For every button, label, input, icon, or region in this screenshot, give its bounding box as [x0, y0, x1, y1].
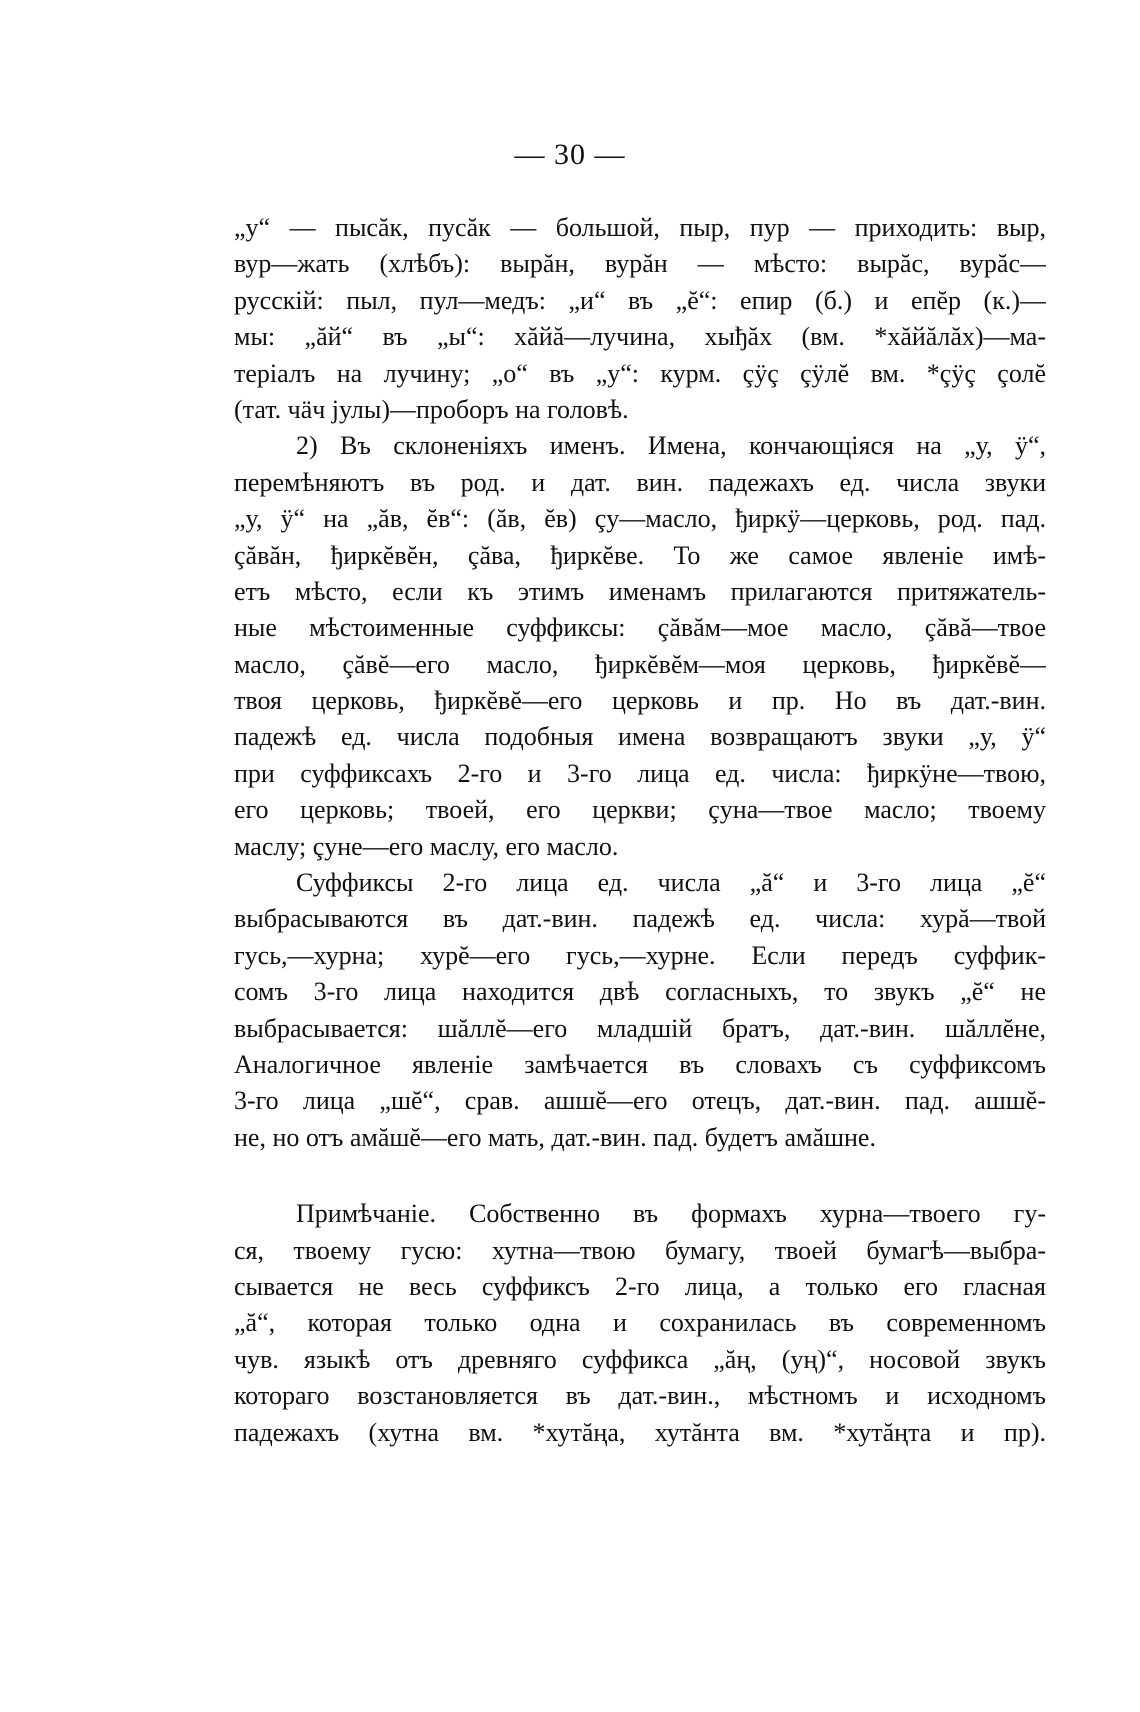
- paragraph-1: [234, 210, 1046, 428]
- text-line: вур—жать (хлѣбъ): вырăн, вурăн — мѣсто: вырăс, вурăс—: [234, 249, 1046, 279]
- text-line: Примѣчаніе. Собственно въ формахъ хурна—твоего гу-: [296, 1199, 1046, 1229]
- text-line: (тат. чäч jулы)—проборъ на головѣ.: [234, 394, 629, 424]
- text-line: сомъ 3-го лица находится двѣ согласныхъ, то звукъ „ĕ“ не: [234, 977, 1046, 1007]
- text-line: чув. языкѣ отъ древняго суффикса „ăң, (уң)“, носовой звукъ: [234, 1344, 1046, 1374]
- text-line: твоя церковь, ђиркĕвĕ—его церковь и пр. Но въ дат.-вин.: [234, 686, 1046, 716]
- text-line: сывается не весь суффиксъ 2-го лица, а только его гласная: [234, 1271, 1046, 1301]
- main-text: [234, 210, 1046, 1451]
- text-line: 2) Въ склоненіяхъ именъ. Имена, кончающіяся на „у, ÿ“,: [296, 431, 1046, 461]
- text-line: теріалъ на лучину; „о“ въ „у“: курм. çÿç çÿлĕ вм. *çÿç çолĕ: [234, 358, 1046, 388]
- page-number: — 30 —: [514, 138, 626, 171]
- text-line: „ă“, которая только одна и сохранилась въ современномъ: [234, 1308, 1046, 1338]
- text-line: не, но отъ амăшĕ—его мать, дат.-вин. пад. будетъ амăшне.: [234, 1122, 876, 1152]
- text-line: Аналогичное явленіе замѣчается въ словахъ съ суффиксомъ: [234, 1049, 1046, 1079]
- text-line: 3-го лица „шĕ“, срав. ашшĕ—его отецъ, дат.-вин. пад. ашшĕ-: [234, 1086, 1046, 1116]
- text-line: Суффиксы 2-го лица ед. числа „ă“ и 3-го лица „ĕ“: [296, 868, 1046, 898]
- text-line: ные мѣстоименные суффиксы: çăвăм—мое масло, çăвă—твое: [234, 613, 1046, 643]
- text-line: падежѣ ед. числа подобныя имена возвращаютъ звуки „у, ÿ“: [234, 722, 1046, 752]
- text-line: маслу; çуне—его маслу, его масло.: [234, 831, 619, 861]
- text-line: етъ мѣсто, если къ этимъ именамъ прилагаются притяжатель-: [234, 576, 1046, 606]
- paragraph-2: [234, 428, 1046, 865]
- text-line: гусь,—хурна; хурĕ—его гусь,—хурне. Если передъ суффик-: [234, 940, 1046, 970]
- text-line: мы: „ăй“ въ „ы“: хăйă—лучина, хыђăх (вм. *хăйăлăх)—ма-: [234, 322, 1046, 352]
- paragraph-3: [234, 865, 1046, 1156]
- text-line: выбрасываются въ дат.-вин. падежѣ ед. числа: хурă—твой: [234, 904, 1046, 934]
- text-line: выбрасывается: шăллĕ—его младшій братъ, дат.-вин. шăллĕне,: [234, 1013, 1046, 1043]
- text-line: падежахъ (хутна вм. *хутăңа, хутăнта вм. *хутăңта и пр).: [234, 1417, 1046, 1447]
- text-line: çăвăн, ђиркĕвĕн, çăва, ђиркĕве. То же самое явленіе имѣ-: [234, 540, 1046, 570]
- text-line: „у, ÿ“ на „ăв, ĕв“: (ăв, ĕв) çу—масло, ђиркÿ—церковь, род. пад.: [234, 504, 1046, 534]
- text-line: при суффиксахъ 2-го и 3-го лица ед. числа: ђиркÿне—твою,: [234, 758, 1046, 788]
- text-line: ся, твоему гусю: хутна—твою бумагу, твоей бумагѣ—выбра-: [234, 1235, 1046, 1265]
- text-line: его церковь; твоей, его церкви; çуна—твое масло; твоему: [234, 795, 1046, 825]
- text-line: масло, çăвĕ—его масло, ђиркĕвĕм—моя церковь, ђиркĕвĕ—: [234, 649, 1046, 679]
- note-paragraph: [234, 1196, 1046, 1451]
- text-line: русскій: пыл, пул—медъ: „и“ въ „ĕ“: епир (б.) и епĕр (к.)—: [234, 285, 1046, 315]
- text-line: котораго возстановляется въ дат.-вин., мѣстномъ и исходномъ: [234, 1381, 1046, 1411]
- text-line: „у“ — пысăк, пусăк — большой, пыр, пур — приходить: выр,: [234, 213, 1046, 242]
- text-line: перемѣняютъ въ род. и дат. вин. падежахъ ед. числа звуки: [234, 467, 1046, 497]
